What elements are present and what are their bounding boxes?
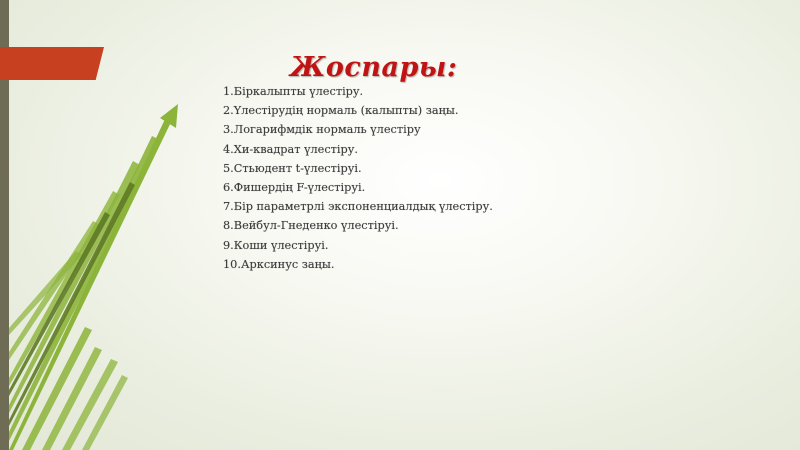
list-item: 1.Біркалыпты үлестіру. bbox=[223, 85, 364, 98]
list-item: 8.Вейбул-Гнеденко үлестіруі. bbox=[223, 219, 399, 233]
list-item: 2.Үлестірудің нормаль (калыпты) заңы. bbox=[223, 104, 459, 118]
arrow-stripe bbox=[9, 136, 160, 441]
slide-title: Жоспары: bbox=[290, 52, 458, 83]
list-item: 5.Стьюдент t-үлестіруі. bbox=[223, 161, 362, 175]
list-item: 4.Хи-квадрат үлестіру. bbox=[223, 142, 358, 156]
list-item: 6.Фишердің F-үлестіруі. bbox=[223, 181, 366, 195]
plan-list bbox=[223, 82, 493, 274]
red-accent-tab bbox=[0, 47, 104, 80]
list-item: 7.Бір параметрлі экспоненциалдық үлестіру. bbox=[223, 200, 493, 214]
arrow-stripe bbox=[9, 161, 140, 413]
list-item: 9.Коши үлестіруі. bbox=[223, 238, 329, 252]
list-item: 10.Арксинус заңы. bbox=[223, 257, 335, 271]
list-item: 3.Логарифмдік нормаль үлестіру bbox=[223, 123, 421, 137]
arrow-stripe-dark bbox=[9, 212, 110, 396]
